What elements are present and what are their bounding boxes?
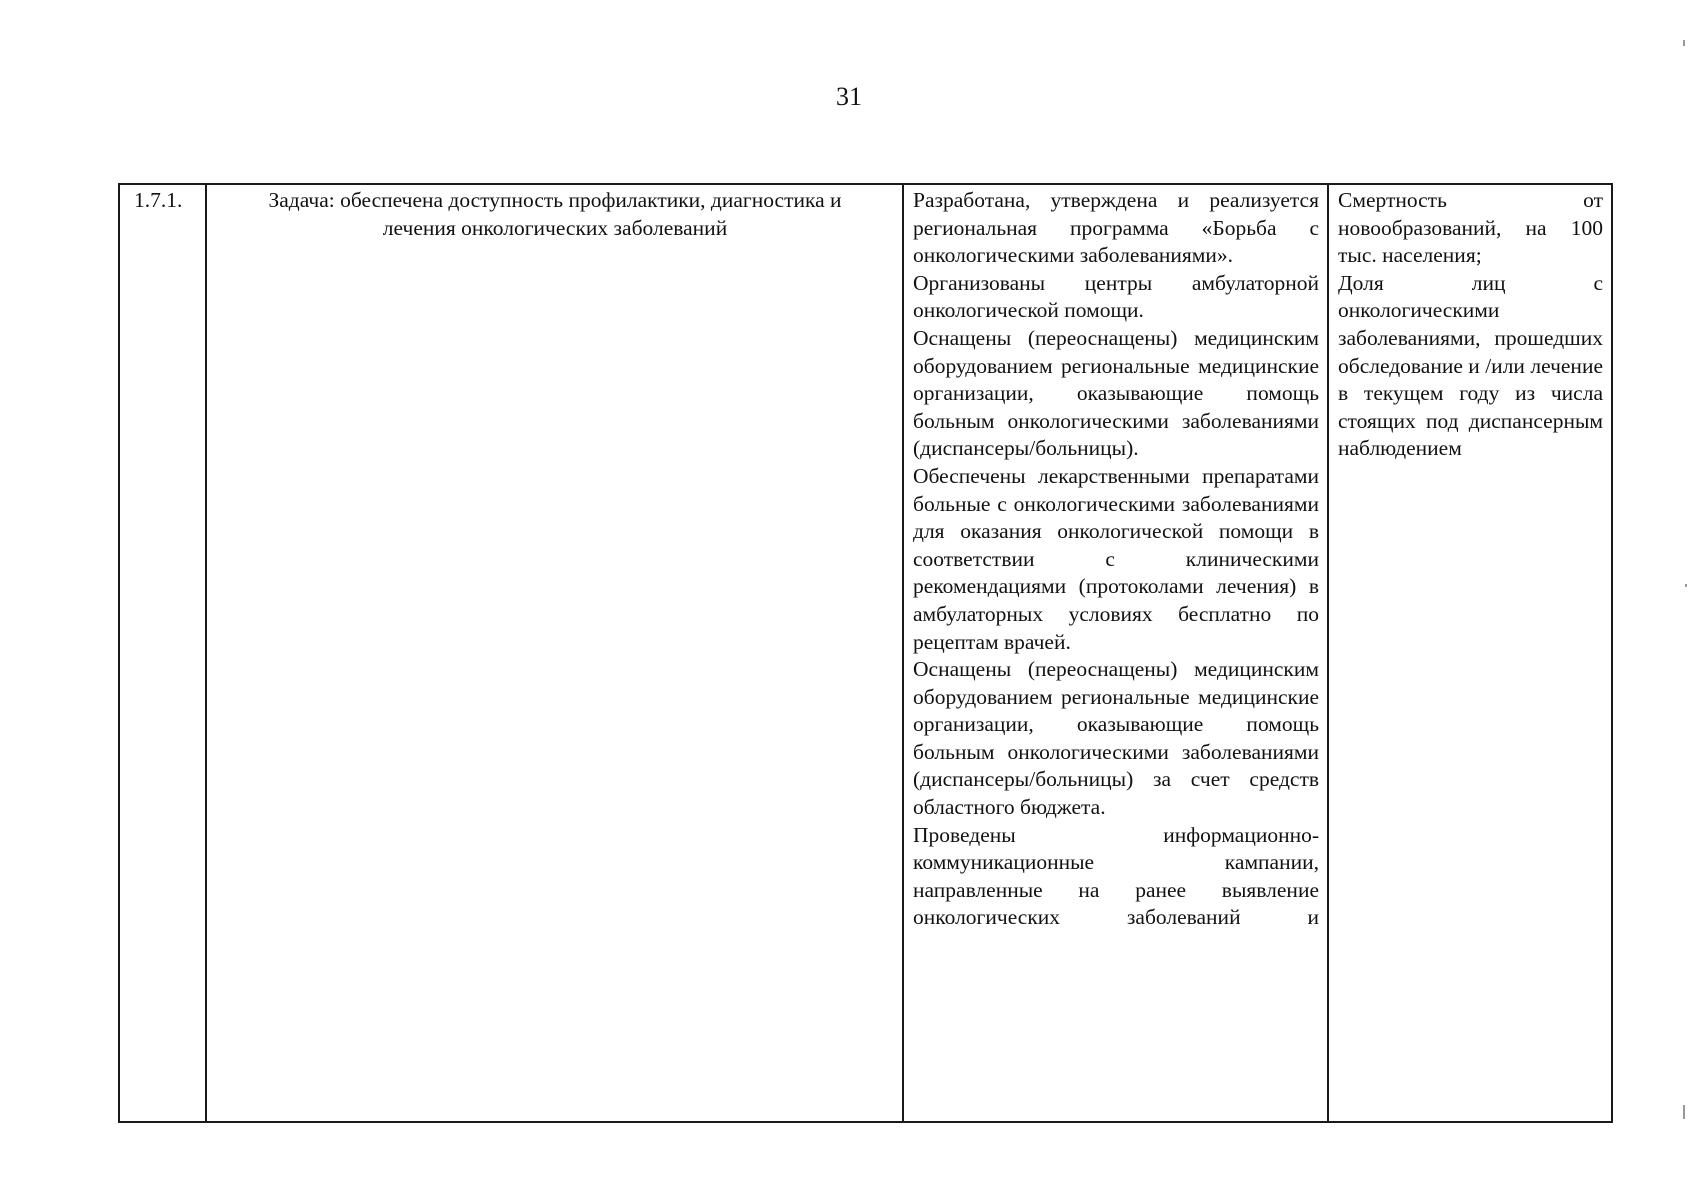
scan-artifact-mark [1683, 1105, 1685, 1119]
scan-artifact-mark [1683, 40, 1685, 46]
scan-artifact-mark [1685, 584, 1687, 587]
row-number-cell [119, 184, 206, 1122]
action-paragraph: Организованы центры амбулаторной онкологической помощи. [913, 270, 1319, 323]
indicator-paragraph: Смертность от новообразований, на 100 тыс. населения; [1338, 188, 1603, 268]
table-row [119, 184, 1612, 1122]
page-number: 31 [836, 82, 862, 111]
actions-cell [903, 184, 1328, 1122]
action-paragraph: Оснащены (переоснащены) медицинским оборудованием региональные медицинские организации, оказывающие помощь больным онкологическими заболеваниями (диспансеры/больницы). [913, 325, 1319, 461]
task-cell [206, 184, 903, 1122]
action-paragraph: Разработана, утверждена и реализуется региональная программа «Борьба с онкологическими заболеваниями». [913, 188, 1319, 268]
task-text: Задача: обеспечена доступность профилактики, диагностика и лечения онкологических заболеваний [268, 188, 842, 240]
row-number: 1.7.1. [134, 188, 183, 212]
indicators-cell [1328, 184, 1612, 1122]
action-paragraph: Обеспечены лекарственными препаратами больные с онкологическими заболеваниями для оказания онкологической помощи в соответствии с клиническими рекомендациями (протоколами лечения) в амбулаторных условиях бесплатно по рецептам врачей. [913, 463, 1319, 654]
action-paragraph: Проведены информационно-коммуникационные кампании, направленные на ранее выявление онкологических заболеваний и [913, 822, 1319, 930]
indicator-paragraph: Доля лиц с онкологическими заболеваниями, прошедших обследование и /или лечение в текущем году из числа стоящих под диспансерным наблюдением [1338, 270, 1603, 461]
action-paragraph: Оснащены (переоснащены) медицинским оборудованием региональные медицинские организации, оказывающие помощь больным онкологическими заболеваниями (диспансеры/больницы) за счет средств областного бюджета. [913, 657, 1319, 820]
measures-table [118, 183, 1613, 1123]
